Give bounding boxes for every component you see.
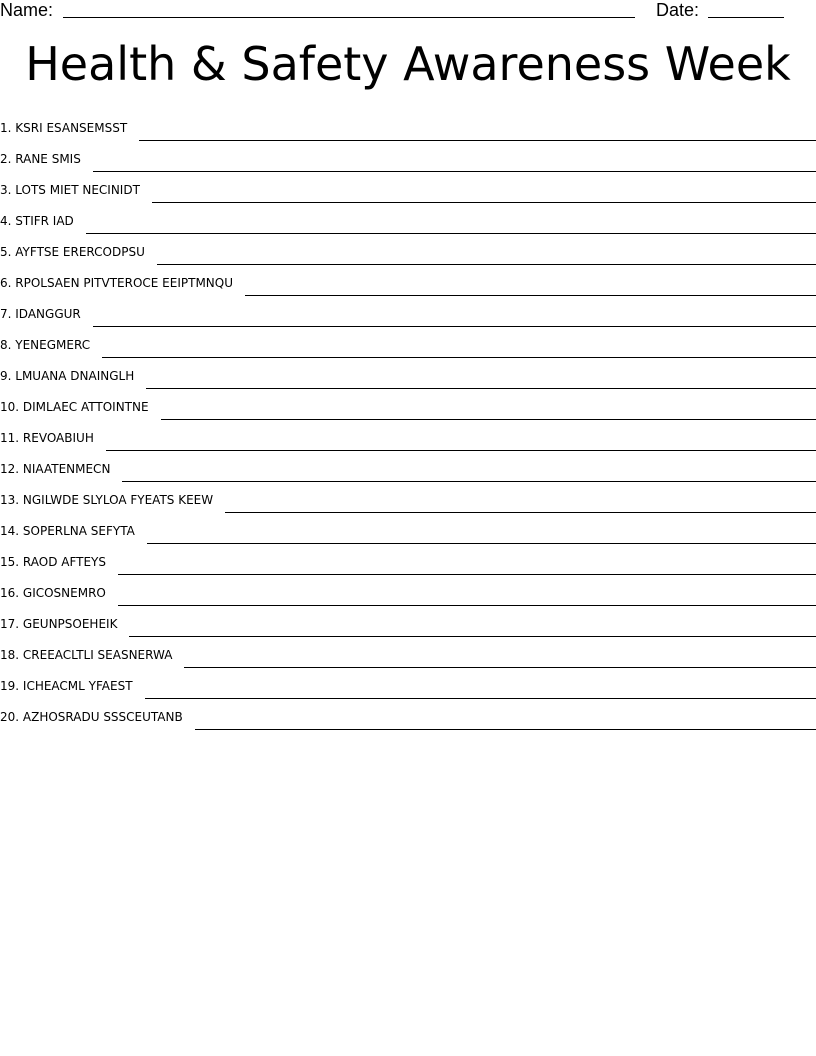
answer-line[interactable] <box>129 636 816 637</box>
question-text: 13. NGILWDE SLYLOA FYEATS KEEW <box>0 493 214 507</box>
answer-line[interactable] <box>161 419 816 420</box>
question-row-1 <box>0 114 816 145</box>
question-text: 18. CREEACLTLI SEASNERWA <box>0 648 173 662</box>
answer-line[interactable] <box>245 295 816 296</box>
answer-line[interactable] <box>93 171 816 172</box>
question-text: 5. AYFTSE ERERCODPSU <box>0 245 145 259</box>
question-text: 19. ICHEACML YFAEST <box>0 679 133 693</box>
page-title: Health & Safety Awareness Week <box>25 37 791 91</box>
question-row-11 <box>0 424 816 455</box>
answer-line[interactable] <box>146 388 816 389</box>
question-row-9 <box>0 362 816 393</box>
question-row-6 <box>0 269 816 300</box>
question-text: 1. KSRI ESANSEMSST <box>0 121 128 135</box>
question-text: 20. AZHOSRADU SSSCEUTANB <box>0 710 183 724</box>
answer-line[interactable] <box>122 481 816 482</box>
question-text: 12. NIAATENMECN <box>0 462 111 476</box>
question-row-13 <box>0 486 816 517</box>
question-text: 2. RANE SMIS <box>0 152 81 166</box>
answer-line[interactable] <box>86 233 816 234</box>
question-text: 9. LMUANA DNAINGLH <box>0 369 135 383</box>
name-field[interactable] <box>63 17 635 18</box>
question-row-10 <box>0 393 816 424</box>
date-label: Date: <box>656 0 700 20</box>
question-row-15 <box>0 548 816 579</box>
answer-line[interactable] <box>195 729 816 730</box>
question-row-4 <box>0 207 816 238</box>
question-row-12 <box>0 455 816 486</box>
question-row-14 <box>0 517 816 548</box>
question-text: 17. GEUNPSOEHEIK <box>0 617 118 631</box>
question-row-18 <box>0 641 816 672</box>
question-text: 8. YENEGMERC <box>0 338 91 352</box>
question-row-5 <box>0 238 816 269</box>
answer-line[interactable] <box>118 574 816 575</box>
question-text: 14. SOPERLNA SEFYTA <box>0 524 135 538</box>
answer-line[interactable] <box>145 698 816 699</box>
question-row-20 <box>0 703 816 734</box>
answer-line[interactable] <box>106 450 816 451</box>
answer-line[interactable] <box>152 202 816 203</box>
answer-line[interactable] <box>102 357 816 358</box>
question-text: 15. RAOD AFTEYS <box>0 555 107 569</box>
worksheet-header <box>0 0 816 22</box>
question-text: 6. RPOLSAEN PITVTEROCE EEIPTMNQU <box>0 276 234 290</box>
question-text: 3. LOTS MIET NECINIDT <box>0 183 140 197</box>
question-row-17 <box>0 610 816 641</box>
name-label: Name: <box>0 0 54 20</box>
question-text: 16. GICOSNEMRO <box>0 586 106 600</box>
question-row-7 <box>0 300 816 331</box>
date-field[interactable] <box>708 17 784 18</box>
answer-line[interactable] <box>93 326 816 327</box>
answer-line[interactable] <box>118 605 816 606</box>
question-text: 10. DIMLAEC ATTOINTNE <box>0 400 149 414</box>
question-text: 11. REVOABIUH <box>0 431 94 445</box>
answer-line[interactable] <box>147 543 816 544</box>
answer-line[interactable] <box>157 264 816 265</box>
answer-line[interactable] <box>225 512 816 513</box>
question-row-3 <box>0 176 816 207</box>
question-row-16 <box>0 579 816 610</box>
question-text: 4. STIFR IAD <box>0 214 74 228</box>
question-text: 7. IDANGGUR <box>0 307 81 321</box>
answer-line[interactable] <box>139 140 816 141</box>
question-row-8 <box>0 331 816 362</box>
question-row-2 <box>0 145 816 176</box>
answer-line[interactable] <box>184 667 816 668</box>
question-list <box>0 114 816 734</box>
question-row-19 <box>0 672 816 703</box>
